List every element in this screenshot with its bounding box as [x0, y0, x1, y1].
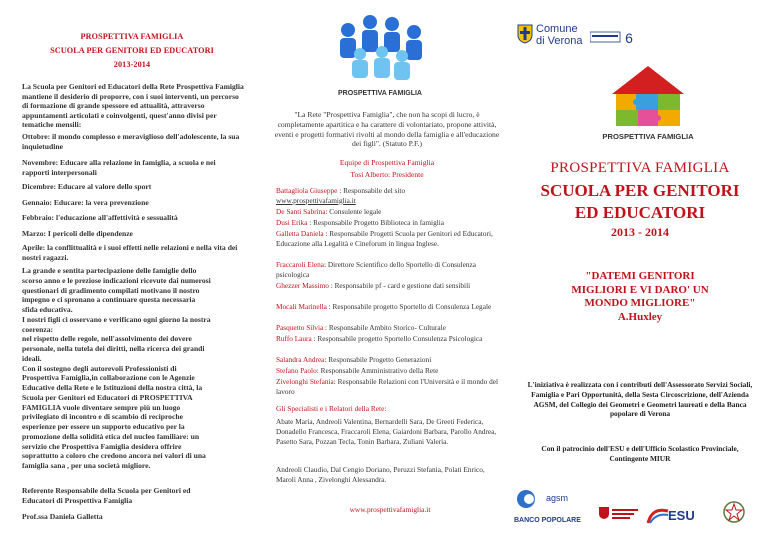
body-line: La grande e sentita partecipazione delle famiglie dello	[22, 266, 197, 275]
col3-logo-text: PROSPETTIVA FAMIGLIA	[602, 132, 694, 141]
specialists-list-2: Andreoli Claudio, Dal Cengio Doriano, Peruzzi Stefania, Polati Enrico, Maroli Anna , Zivelonghi Alessandra.	[276, 465, 485, 484]
member-stefano	[276, 366, 504, 376]
member-fraccaroli	[276, 260, 504, 279]
month-november: Novembre: Educare alla relazione in famiglia, a scuola e nei rapporti interpersonali	[22, 158, 216, 177]
specialists-title: Gli Specialisti e i Relatori della Rete:	[276, 404, 387, 413]
referente-line: Referente Responsabile della Scuola per Genitori ed	[22, 486, 191, 495]
flyer-header	[22, 30, 242, 72]
quote-author: A.Huxley	[617, 310, 663, 323]
month-february: Febbraio: l'educazione all'affettività e sessualità	[22, 213, 178, 222]
member-role: : Responsabile Progetti Scuola per Genitori ed Educatori, Educazione alla Legalità e Cineforum in lingua Inglese.	[276, 229, 493, 248]
body-line: FAMIGLIA vuole diventare sempre più un luogo	[22, 402, 181, 412]
member-name: Pasquetto Silvia	[276, 323, 324, 332]
col2-logo-text: PROSPETTIVA FAMIGLIA	[337, 90, 422, 97]
member-role: : Responsabile progetto Sportello di Consulenza Legale	[326, 302, 492, 311]
esu-logo-text: ESU	[668, 508, 695, 523]
member-name: Ruffo Laura	[276, 334, 312, 343]
body-line: questionari di gradimento compilati motivano il nostro	[22, 285, 200, 295]
equipe-title: Equipe di Prospettiva Famiglia	[339, 158, 435, 167]
body-line: nel rispetto delle regole, nell'assolvimento dei dovere	[22, 334, 192, 344]
member-role: : Responsabile Progetto Biblioteca in famiglia	[307, 218, 445, 227]
agsm-logo-text: agsm	[546, 493, 569, 503]
member-galletta	[276, 229, 504, 248]
collegio-geometri-text-icon	[612, 508, 638, 520]
circoscrizione-logo-icon	[590, 28, 638, 46]
member-name: Zivelonghi Stefania	[276, 377, 334, 386]
referente-line: Educatori di Prospettiva Famiglia	[22, 495, 133, 505]
member-role: : Responsabile pf - card e gestione dati sensibili	[328, 281, 471, 290]
member-ruffo	[276, 334, 504, 344]
member-name: Mocali Marinella	[276, 302, 327, 311]
agsm-logo-icon	[516, 488, 546, 510]
quote-line: MIGLIORI E VI DARO' UN	[571, 283, 709, 296]
body-line: privilegiato di incontro e di scambio di reciproche	[22, 412, 183, 422]
header-line: PROSPETTIVA FAMIGLIA	[80, 32, 184, 41]
statute-quote: "La Rete "Prospettiva Famiglia", che non ha scopi di lucro, è completamente apartitica e ha carattere di volontariato, propone attività, eventi e progetti formativi rivolti al mondo della famiglia e all'educazione dei figli". (Statuto P.F.)	[274, 110, 500, 149]
body-line: Prospettiva Famiglia,in collaborazione con le Agenzie	[22, 373, 195, 383]
main-title-line1: PROSPETTIVA FAMIGLIA	[550, 160, 730, 176]
main-title-years: 2013 - 2014	[611, 225, 669, 239]
main-title-line3: ED EDUCATORI	[574, 203, 706, 222]
referente-text	[22, 486, 244, 505]
body-line: Educative della Rete e le Istituzioni della nostra città, la	[22, 383, 203, 392]
month-april: Aprile: la conflittualità e i suoi effetti nelle relazioni e nella vita dei nostri ragazzi.	[22, 243, 238, 262]
member-salandra	[276, 355, 504, 365]
member-name: Stefano Paolo	[276, 366, 317, 375]
body-line: I nostri figli ci osservano e verificano ogni giorno la nostra	[22, 314, 211, 324]
member-desanti	[276, 207, 504, 217]
month-january: Gennaio: Educare: la vera prevenzione	[22, 198, 149, 207]
body-line: servizio che Prospettiva Famiglia desidera offrire	[22, 441, 182, 451]
quote-line: MONDO MIGLIORE"	[584, 297, 696, 310]
main-title-line2: SCUOLA PER GENITORI	[540, 181, 740, 200]
member-name: Galletta Daniela	[276, 229, 324, 238]
body-line: impegno e ci spronano a continuare questa necessaria	[22, 295, 196, 305]
signature: Prof.ssa Daniela Galletta	[22, 512, 103, 521]
header-line: SCUOLA PER GENITORI ED EDUCATORI	[50, 46, 214, 55]
intro-text: La Scuola per Genitori ed Educatori della Rete Prospettiva Famiglia mantiene il desiderio di proporre, con i suoi interventi, un percorso di formazione di grande spessore ed attualità, attraverso appuntamenti articolati e coinvolgenti, quest'anno divisi per tematiche mensili:	[22, 82, 244, 130]
body-line: esperienze per essere un supporto educativo per la	[22, 422, 185, 431]
esu-swirl-icon	[646, 505, 670, 525]
president: Tosi Alberto: Presidente	[350, 170, 424, 179]
member-name: Dusi Erika	[276, 218, 308, 227]
member-zivelonghi	[276, 377, 504, 396]
member-mocali	[276, 302, 504, 312]
huxley-quote	[520, 270, 760, 324]
member-name: De Santi Sabrina	[276, 207, 326, 216]
body-line: promozione della solidità etica del nucleo familiare: un	[22, 431, 200, 441]
member-ghezzer	[276, 281, 504, 291]
collegio-geometri-logo-icon	[598, 506, 610, 520]
month-october: Ottobre: il mondo complesso e meraviglioso dell'adolescente, la sua inquietudine	[22, 132, 240, 151]
member-name: Ghezzer Massimo	[276, 281, 329, 290]
quote-line: "DATEMI GENITORI	[585, 270, 695, 282]
body-text	[22, 266, 244, 471]
body-line: ideali.	[22, 353, 42, 363]
verona-crest-icon	[517, 24, 533, 44]
member-role: : Consulente legale	[325, 207, 382, 216]
member-role: : Responsabile progetto Sportello Consulenza Psicologica	[311, 334, 483, 343]
body-line: personale, nella tutela dei diritti, nella ricerca dei grandi	[22, 344, 205, 353]
month-december: Dicembre: Educare al valore dello sport	[22, 182, 152, 191]
body-line: Con il sostegno degli autorevoli Professionisti di	[22, 363, 177, 373]
body-line: Scuola per Genitori ed Educatori di PROSPETTIVA	[22, 392, 193, 402]
month-march: Marzo: I pericoli delle dipendenze	[22, 229, 133, 238]
comune-line: di Verona	[536, 35, 583, 47]
patronage-text: Con il patrocinio dell'ESU e dell'Ufficio Scolastico Provinciale, Contingente MIUR	[541, 444, 739, 463]
body-line: famiglia sana , per una società migliore.	[22, 461, 151, 470]
member-pasquetto	[276, 323, 504, 333]
specialists-list: Abate Maria, Andreoli Valentina, Bernardelli Sara, De Greeti Federica, Donadello Francesca, Fraccaroli Elena, Gaiardoni Barbara, Parollo Andrea, Pasetto Sara, Pozzan Tecla, Tonin Barbara, Zuliani Valeria.	[276, 417, 497, 446]
body-line: soprattutto a coloro che credono ancora nei valori di una	[22, 451, 206, 461]
header-line: 2013-2014	[113, 60, 151, 69]
member-role: : Direttore Scientifico dello Sportello di Consulenza psicologica	[276, 260, 476, 279]
banco-popolare-logo: BANCO POPOLARE	[514, 517, 581, 524]
member-dusi	[276, 218, 504, 228]
credits-text: L'iniziativa è realizzata con i contributi dell'Assessorato Servizi Sociali, Famiglia e Pari Opportunità, della Sesta Circoscrizione, dell'Azienda AGSM, del Collegio dei Geometri e Geometri laureati e della Banca popolare di Verona	[527, 380, 753, 419]
site-link[interactable]: www.prospettivafamiglia.it	[276, 195, 356, 205]
member-name: Salandra Andrea	[276, 355, 325, 364]
italian-republic-emblem-icon	[722, 500, 746, 524]
member-role: : Responsabile Ambito Storico- Culturale	[323, 323, 446, 332]
puzzle-house-logo	[606, 64, 690, 130]
website-link[interactable]: www.prospettivafamiglia.it	[349, 505, 431, 514]
member-battagliola	[276, 186, 504, 205]
body-line: coerenza:	[22, 324, 54, 334]
member-name: Battagliola Giuseppe	[276, 186, 338, 195]
svg-text:6: 6	[625, 30, 633, 46]
member-role: : Responsabile del sito	[337, 186, 406, 195]
puzzle-people-logo	[330, 8, 430, 88]
member-role: : Responsabile Progetto Generazioni	[324, 355, 432, 364]
member-role: : Responsabile Amministrativo della Rete	[316, 366, 439, 375]
body-line: scorso anno e le preziose indicazioni ricevute dai numerosi	[22, 275, 211, 285]
member-name: Fraccaroli Elena	[276, 260, 325, 269]
comune-line: Comune	[536, 23, 578, 35]
comune-di-verona	[536, 23, 582, 47]
body-line: sfida educativa.	[22, 305, 73, 314]
member-role: : Responsabile Relazioni con l'Università e il mondo del lavoro	[276, 377, 499, 396]
